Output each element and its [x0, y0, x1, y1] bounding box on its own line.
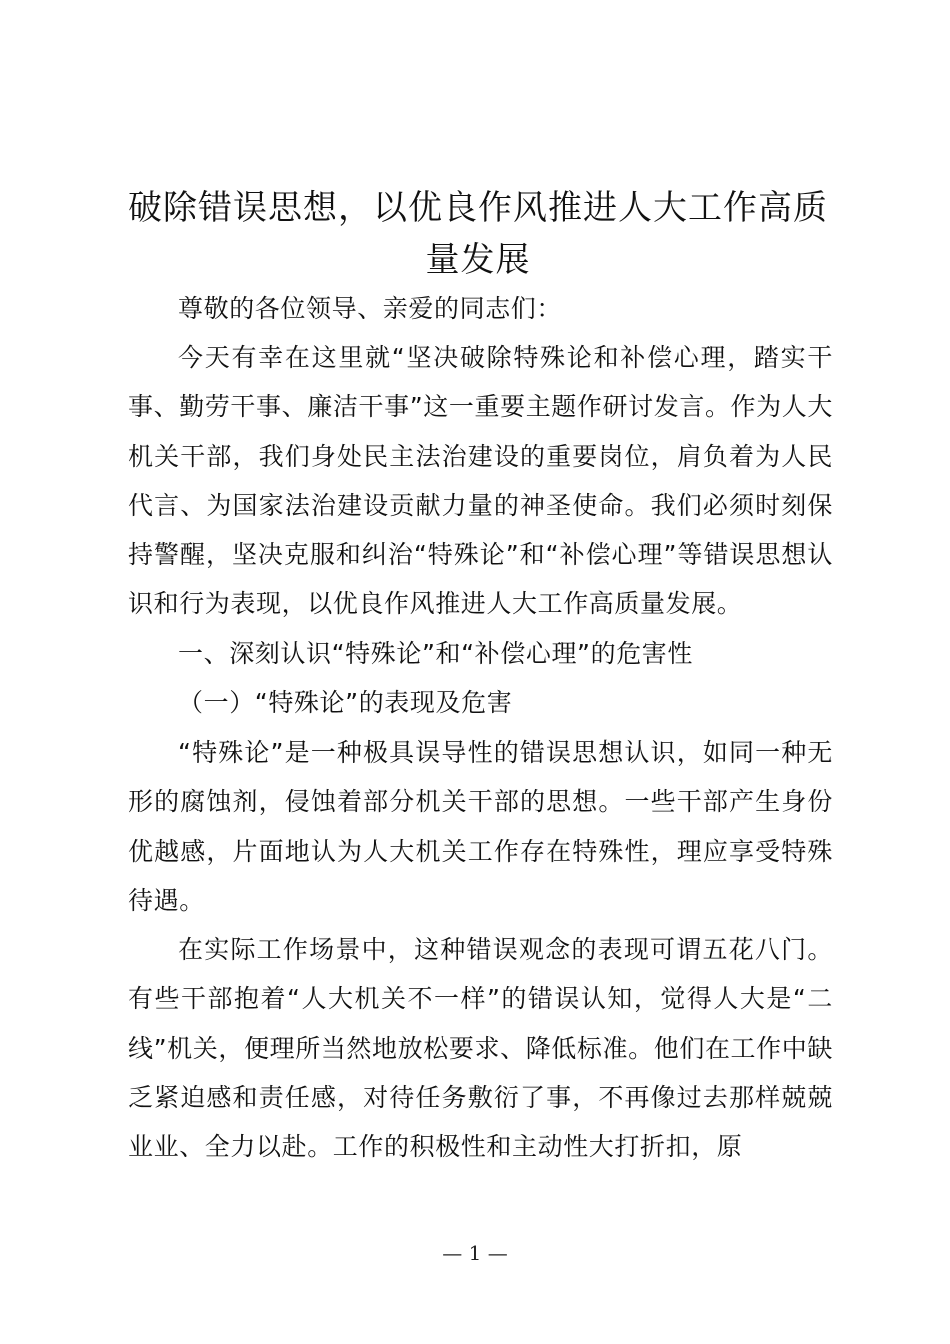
page-number: — 1 — — [442, 1241, 508, 1265]
document-title: 破除错误思想，以优良作风推进人大工作高质量发展 — [128, 188, 828, 280]
salutation: 尊敬的各位领导、亲爱的同志们： — [178, 294, 563, 323]
paragraph-intro: 今天有幸在这里就“坚决破除特殊论和补偿心理，踏实干事、勤劳干事、廉洁干事”这一重要主题作研讨发言。作为人大机关干部，我们身处民主法治建设的重要岗位，肩负着为人民代言、为国家法治建设贡献力量的神圣使命。我们必须时刻保持警醒，坚决克服和纠治“特殊论”和“补偿心理”等错误思想认识和行为表现，以优良作风推进人大工作高质量发展。 — [128, 343, 833, 619]
paragraph-special-theory: “特殊论”是一种极具误导性的错误思想认识，如同一种无形的腐蚀剂，侵蚀着部分机关干部的思想。一些干部产生身份优越感，片面地认为人大机关工作存在特殊性，理应享受特殊待遇。 — [128, 738, 833, 915]
section-heading-1: 一、深刻认识“特殊论”和“补偿心理”的危害性 — [178, 639, 694, 668]
subsection-heading-1: （一）“特殊论”的表现及危害 — [178, 688, 513, 717]
paragraph-manifestations: 在实际工作场景中，这种错误观念的表现可谓五花八门。有些干部抱着“人大机关不一样”的错误认知，觉得人大是“二线”机关，便理所当然地放松要求、降低标准。他们在工作中缺乏紧迫感和责任感，对待任务敷衍了事，不再像过去那样兢兢业业、全力以赴。工作的积极性和主动性大打折扣，原 — [128, 935, 833, 1162]
